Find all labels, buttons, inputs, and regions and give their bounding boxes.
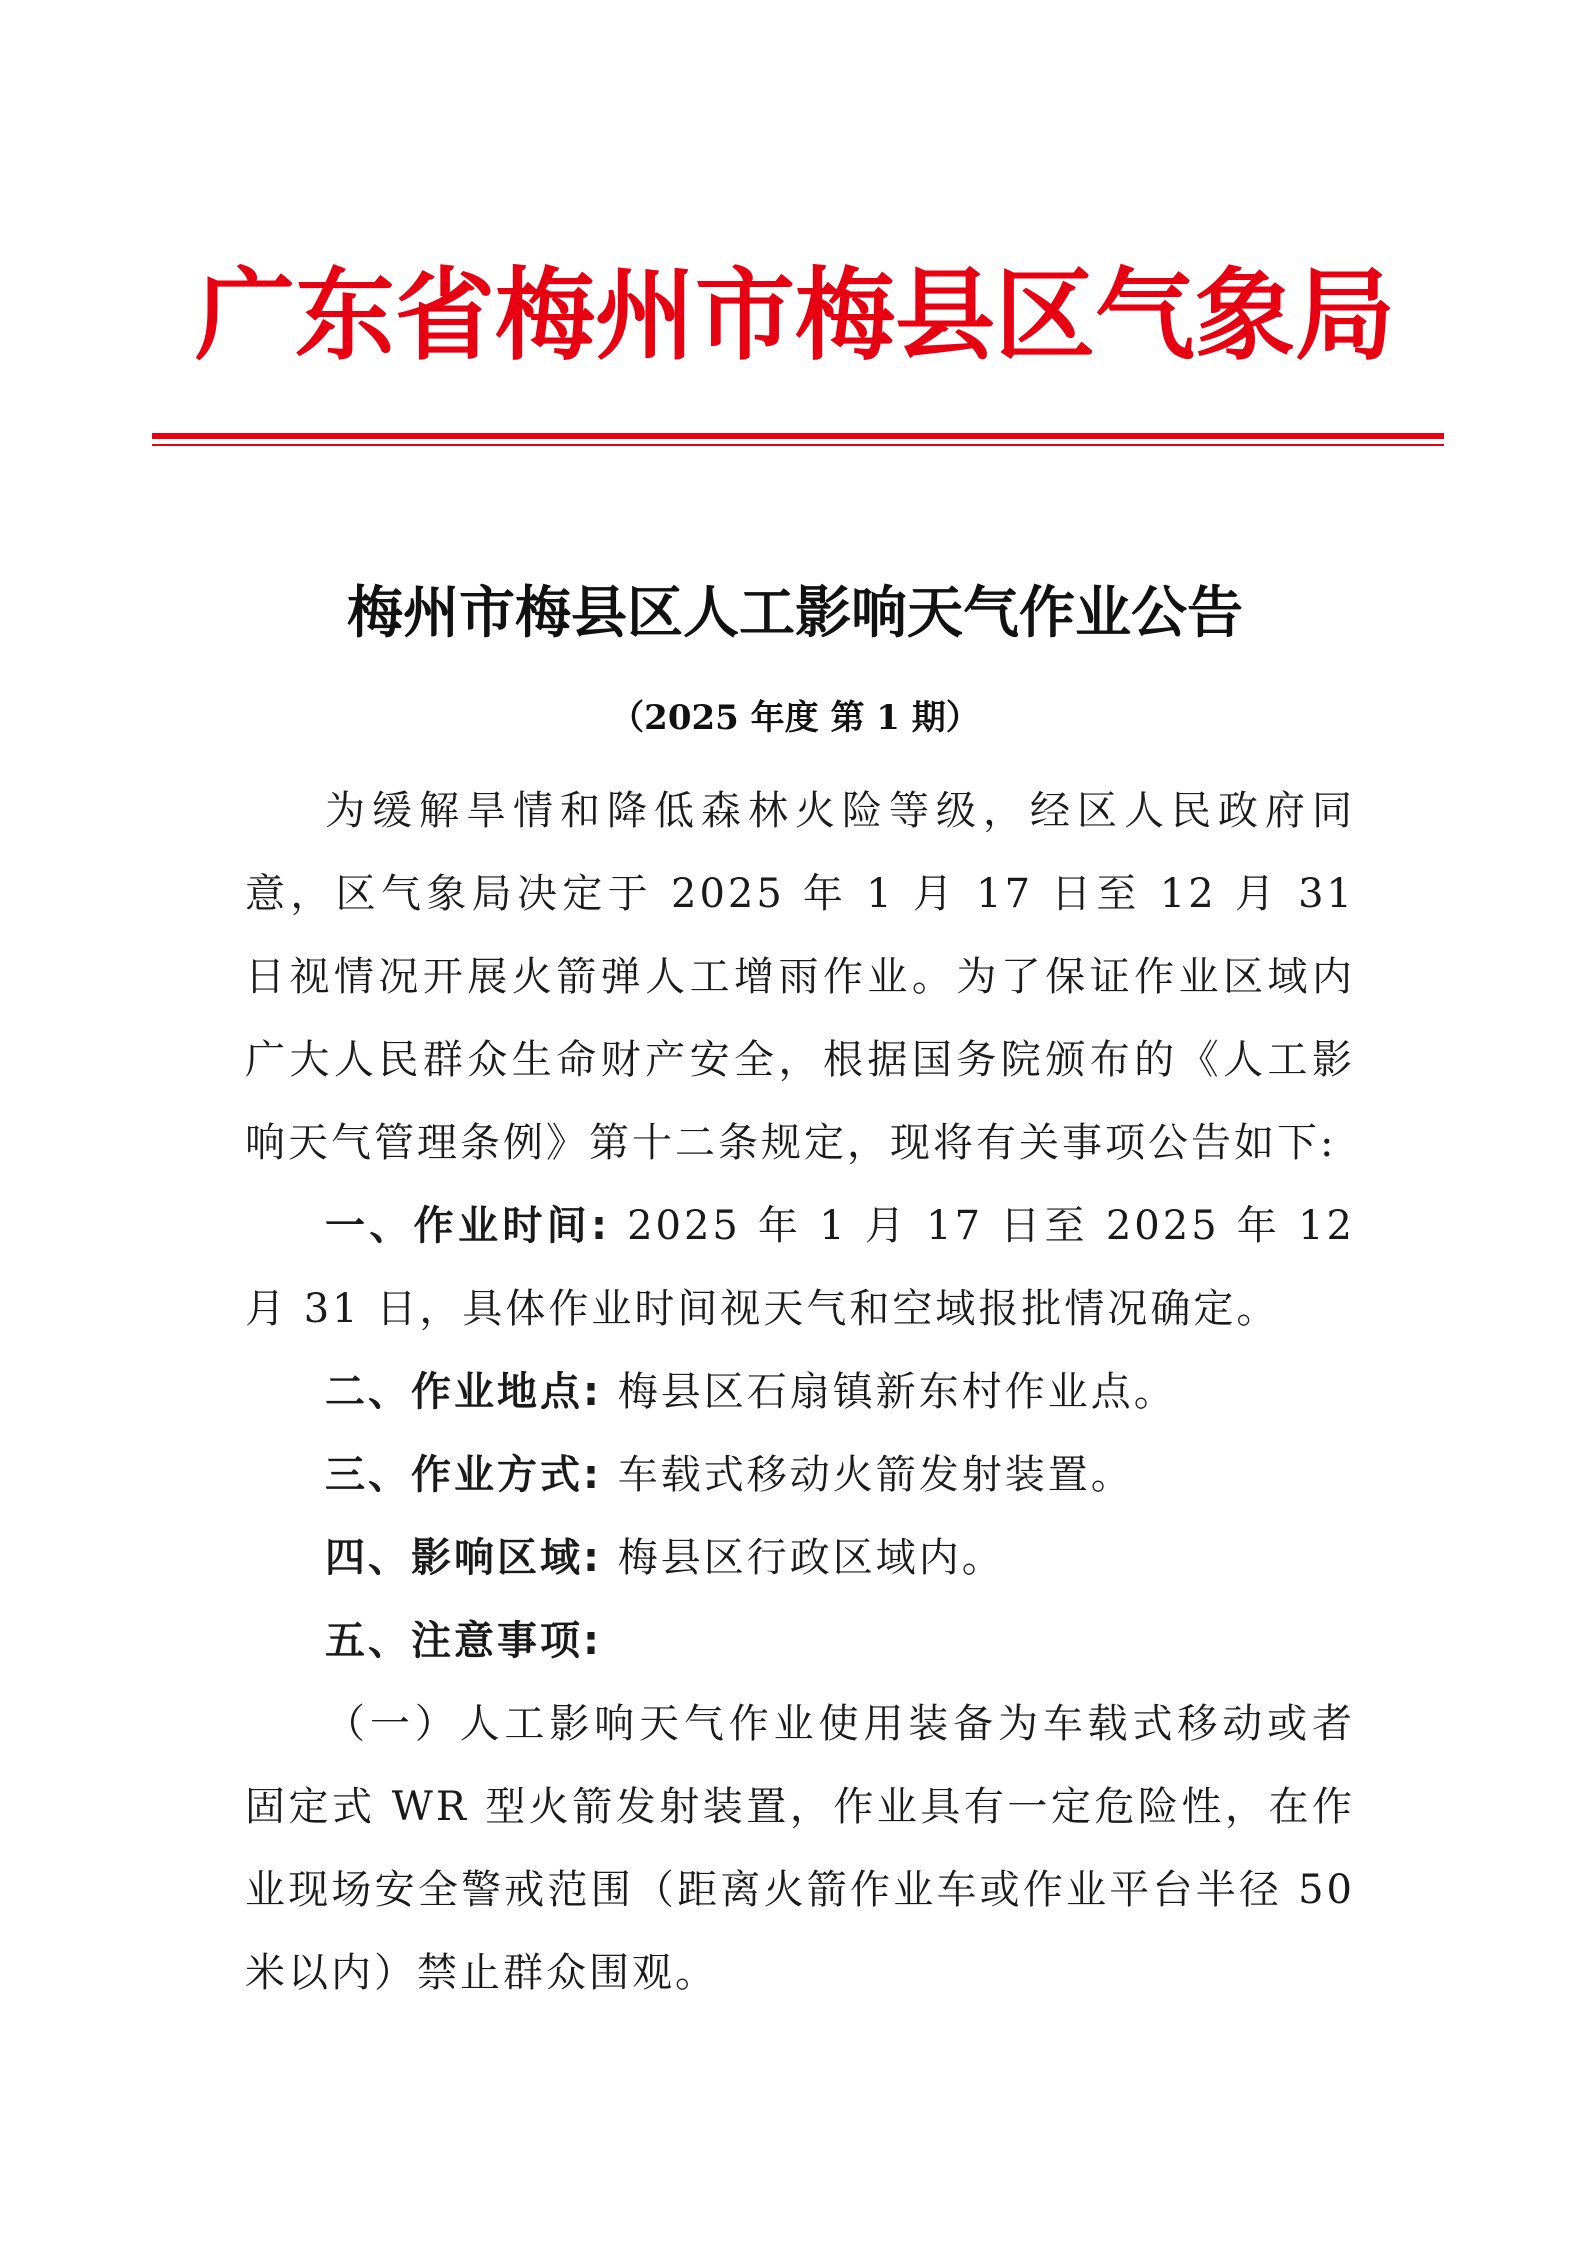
intro-paragraph: 为缓解旱情和降低森林火险等级，经区人民政府同意，区气象局决定于 2025 年 1 月 17 日至 12 月 31 日视情况开展火箭弹人工增雨作业。为了保证作业区域内广大人民群众生命财产安全，根据国务院颁布的《人工影响天气管理条例》第十二条规定，现将有关事项公告如下: [245,788,1355,1166]
letterhead-red-rule-thin [152,444,1444,446]
item-lead: 五、注意事项: [325,1618,602,1664]
item-lead: 三、作业方式: [325,1452,602,1498]
item-precautions [245,1600,1355,1683]
item-operation-site [245,1351,1355,1434]
item-operation-time [245,1185,1355,1351]
precaution-note-1: （一）人工影响天气作业使用装备为车载式移动或者固定式 WR 型火箭发射装置，作业具有一定危险性，在作业现场安全警戒范围（距离火箭作业车或作业平台半径 50 米以内）禁止群众围观。 [245,1701,1355,1996]
letterhead-red-rule-thick [152,433,1444,439]
item-lead: 二、作业地点: [325,1369,602,1415]
item-lead: 四、影响区域: [325,1535,602,1581]
item-affected-area [245,1517,1355,1600]
item-text: 车载式移动火箭发射装置。 [602,1452,1134,1498]
document-title: 梅州市梅县区人工影响天气作业公告 [347,580,1243,646]
item-operation-method [245,1434,1355,1517]
letterhead-org-name: 广东省梅州市梅县区气象局 [195,256,1395,374]
document-body [245,770,1355,2015]
item-text: 2025 年 1 月 17 日至 2025 年 12 月 31 日，具体作业时间视天气和空域报批情况确定。 [245,1203,1355,1332]
issue-number: （2025 年度 第 1 期） [610,698,980,738]
item-text: 梅县区石扇镇新东村作业点。 [602,1369,1177,1415]
item-lead: 一、作业时间: [325,1203,611,1249]
item-text: 梅县区行政区域内。 [602,1535,1005,1581]
